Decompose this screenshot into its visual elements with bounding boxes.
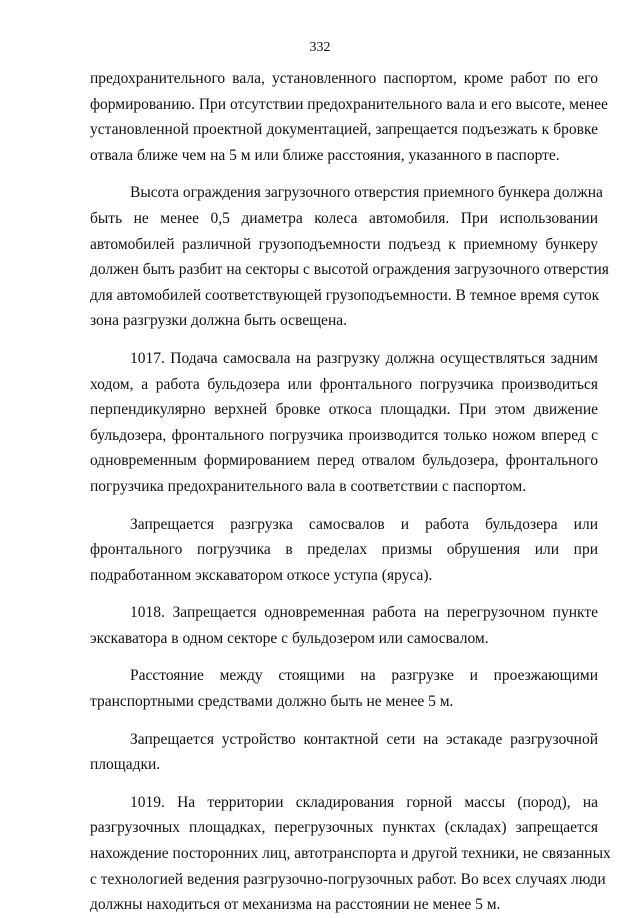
- text-line: 1017. Подача самосвала на разгрузку должна осуществляться задним: [130, 349, 598, 367]
- paragraph-unloading-prohibition: [90, 512, 598, 589]
- text-line: перпендикулярно верхней бровке откоса площадки. При этом движение: [90, 401, 598, 419]
- text-line: предохранительного вала, установленного паспортом, кроме работ по его: [90, 70, 598, 87]
- text-line: ходом, а работа бульдозера или фронтального погрузчика производиться: [90, 375, 598, 393]
- text-line: экскаватора в одном секторе с бульдозером или самосвалом.: [90, 629, 489, 647]
- text-line: погрузчика предохранительного вала в соответствии с паспортом.: [90, 477, 527, 495]
- text-line: отвала ближе чем на 5 м или ближе расстояния, указанного в паспорте.: [90, 146, 560, 164]
- page-number: 332: [309, 40, 331, 55]
- text-line: быть не менее 0,5 диаметра колеса автомобиля. При использовании: [90, 209, 598, 227]
- text-line: Запрещается устройство контактной сети на эстакаде разгрузочной: [130, 730, 598, 748]
- text-line: установленной проектной документацией, запрещается подъезжать к бровке: [90, 121, 598, 139]
- text-line: 1018. Запрещается одновременная работа на перегрузочном пункте: [130, 604, 598, 622]
- text-line: площадки.: [90, 756, 161, 774]
- text-line: Расстояние между стоящими на разгрузке и проезжающими: [130, 667, 598, 685]
- text-line: транспортными средствами должно быть не менее 5 м.: [90, 693, 454, 711]
- paragraph-1019: [90, 790, 611, 918]
- text-line: Запрещается разгрузка самосвалов и работа бульдозера или: [130, 515, 598, 533]
- text-line: разгрузочных площадках, перегрузочных пунктах (складах) запрещается: [90, 819, 598, 837]
- text-line: бульдозера, фронтального погрузчика производится только ножом вперед с: [90, 426, 598, 444]
- paragraph-vehicle-distance: [90, 663, 598, 714]
- text-line: формированию. При отсутствии предохранительного вала и его высоте, менее: [90, 95, 608, 113]
- paragraph-1017: [90, 346, 598, 500]
- paragraph-continuation: [90, 66, 608, 168]
- text-line: нахождение посторонних лиц, автотранспорта и другой техники, не связанных: [90, 845, 611, 863]
- text-line: должен быть разбит на секторы с высотой ограждения загрузочного отверстия: [90, 261, 609, 279]
- paragraph-bunker-fence: [90, 180, 609, 334]
- text-line: 1019. На территории складирования горной массы (пород), на: [130, 793, 598, 811]
- text-line: одновременным формированием перед отвалом бульдозера, фронтального: [90, 452, 598, 470]
- paragraph-1018: [90, 600, 598, 651]
- paragraph-contact-network: [90, 727, 598, 778]
- text-line: фронтального погрузчика в пределах призмы обрушения или при: [90, 541, 598, 559]
- text-line: зона разгрузки должна быть освещена.: [90, 312, 347, 330]
- text-line: для автомобилей соответствующей грузоподъемности. В темное время суток: [90, 286, 600, 304]
- text-line: Высота ограждения загрузочного отверстия приемного бункера должна: [130, 184, 603, 202]
- document-body: [90, 66, 611, 918]
- text-line: автомобилей различной грузоподъемности подъезд к приемному бункеру: [90, 235, 598, 253]
- text-line: должны находиться от механизма на расстоянии не менее 5 м.: [90, 896, 501, 914]
- text-line: с технологией ведения разгрузочно-погрузочных работ. Во всех случаях люди: [90, 870, 606, 888]
- text-line: подработанном экскаватором откосе уступа (яруса).: [90, 566, 433, 584]
